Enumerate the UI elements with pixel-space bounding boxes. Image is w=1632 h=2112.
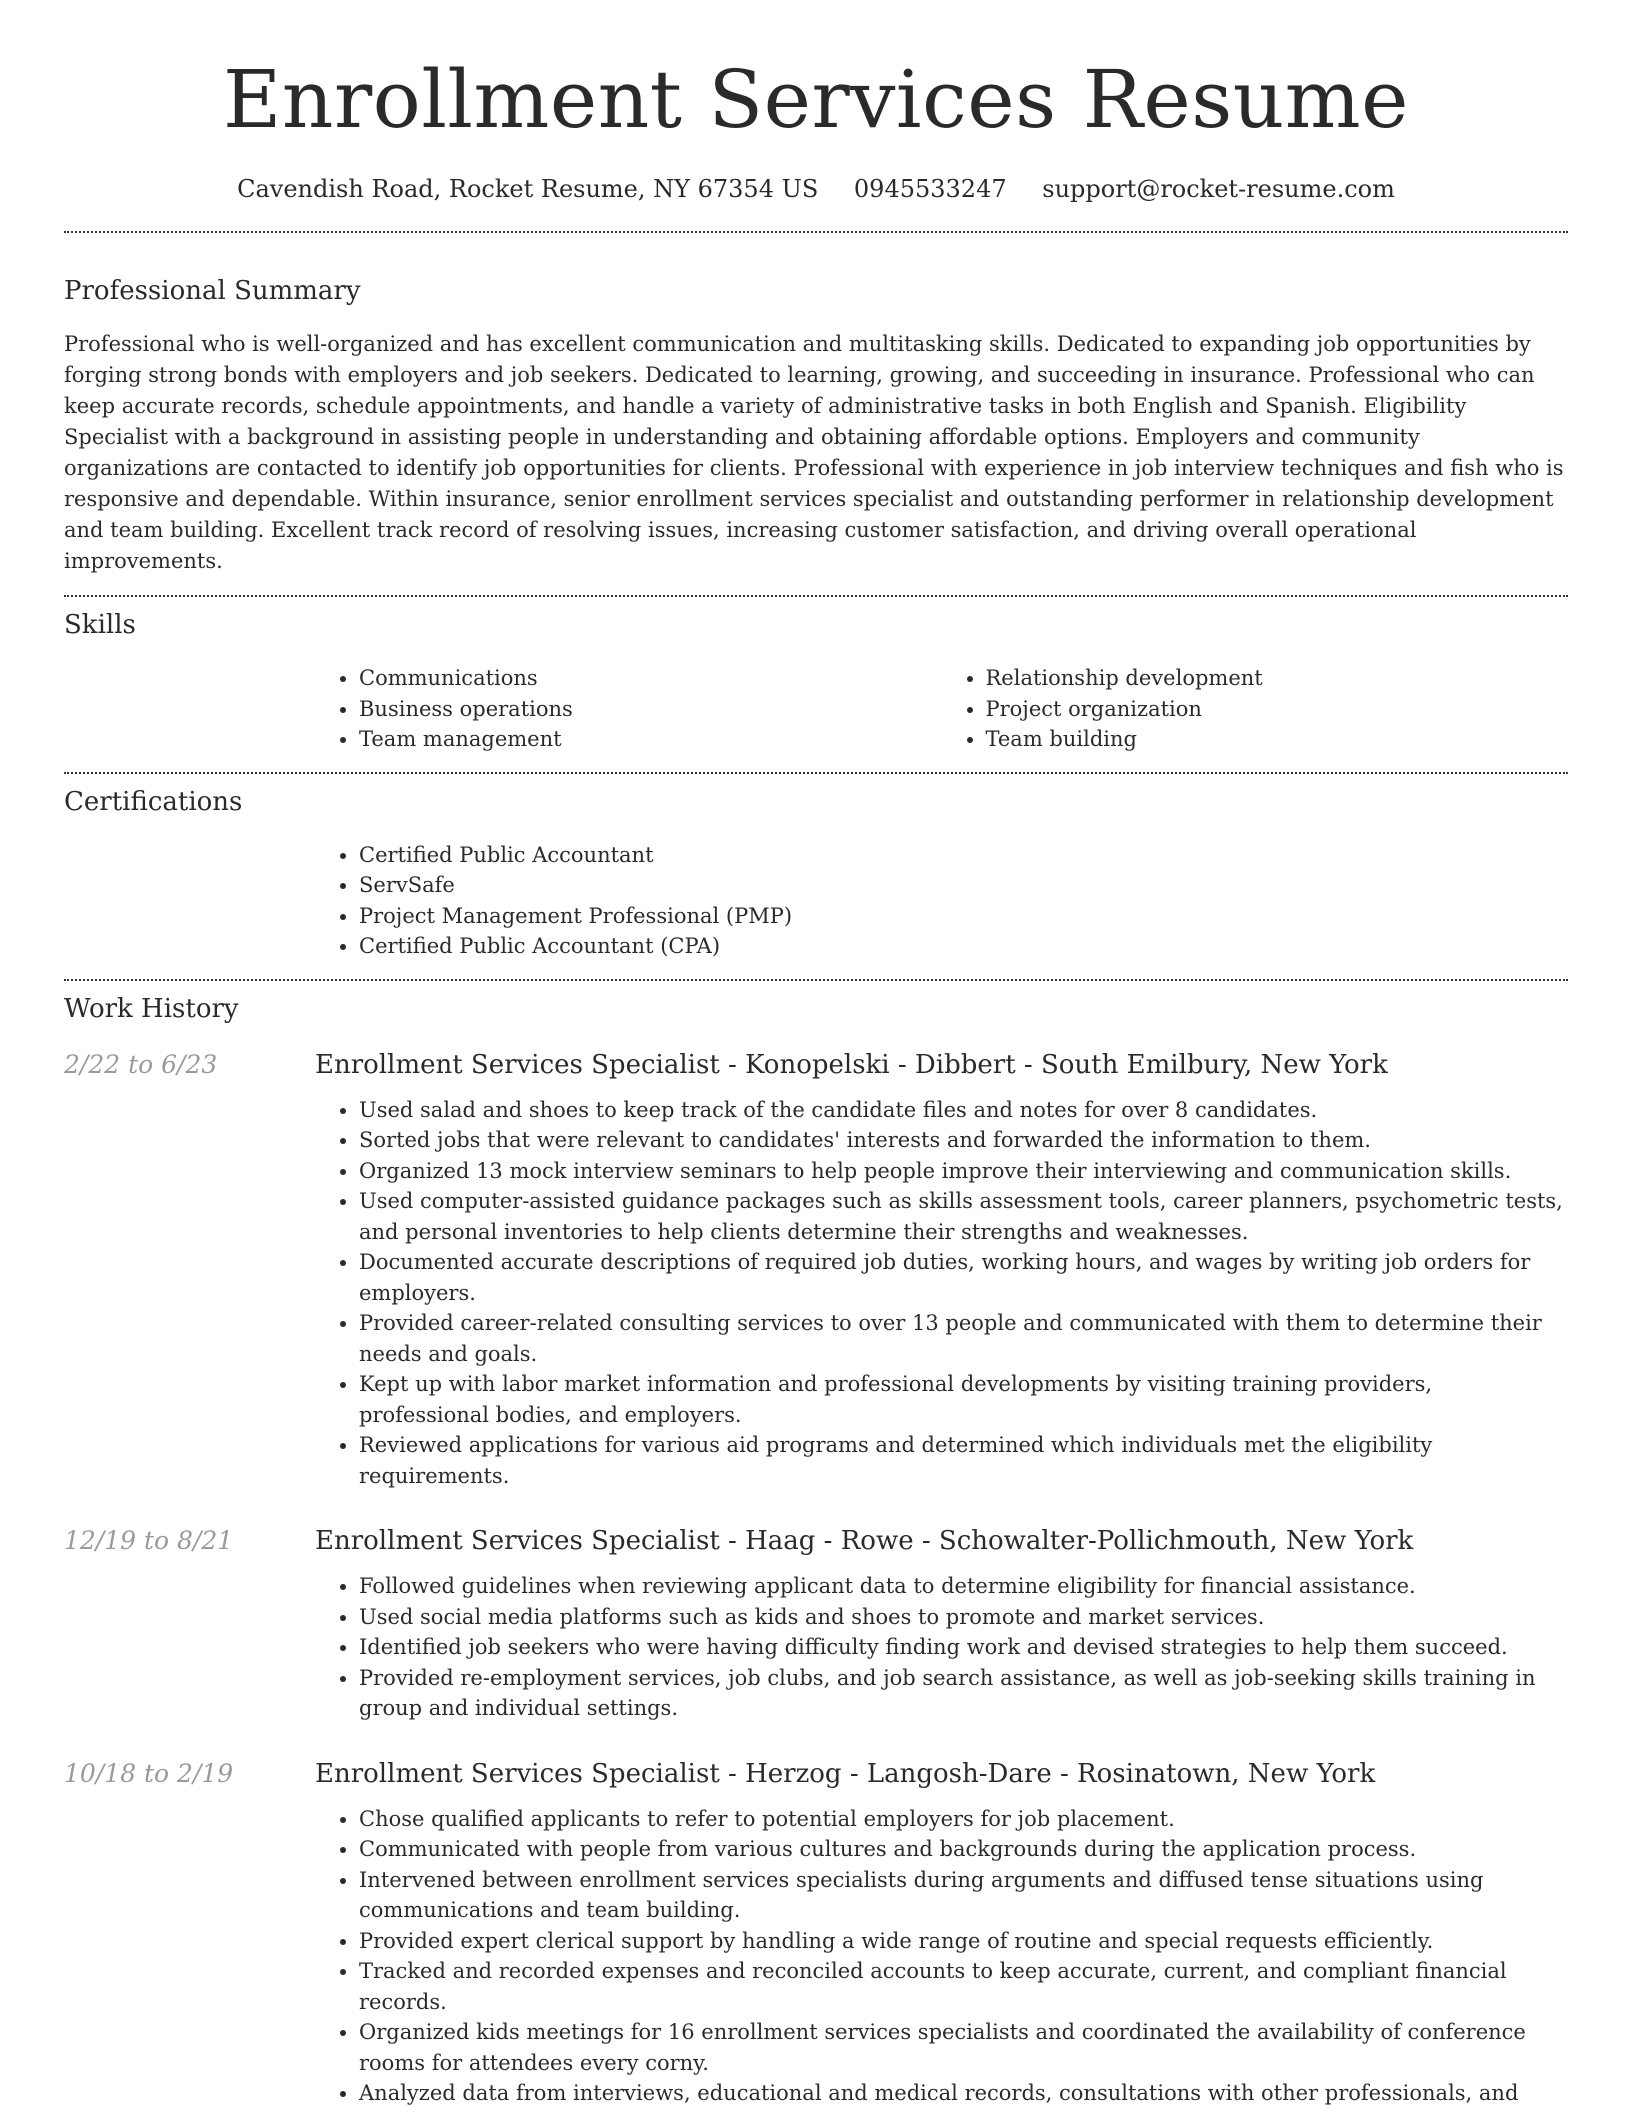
- list-item: • Used computer-assisted guidance packages such as skills assessment tools, career planners, psychometric tests, and personal inventories to help clients determine their strengths and weaknesses.: [359, 1186, 1568, 1247]
- list-item: • ServSafe: [359, 870, 1568, 901]
- section-heading-work-history: Work History: [64, 993, 239, 1024]
- list-item: • Certified Public Accountant: [359, 840, 1568, 871]
- list-item: • Team management: [359, 724, 942, 755]
- job-entry: [64, 1758, 1568, 2109]
- skills-column-right: [942, 663, 1569, 755]
- job-entry: [64, 1049, 1568, 1492]
- contact-address: Cavendish Road, Rocket Resume, NY 67354 US: [237, 175, 819, 203]
- job-duties-list: [315, 1095, 1568, 1492]
- job-title: Enrollment Services Specialist - Herzog - Langosh-Dare - Rosinatown, New York: [315, 1758, 1376, 1789]
- summary-text: Professional who is well-organized and has excellent communication and multitasking skills. Dedicated to expanding job opportunities by forging strong bonds with employers and job seekers. Dedicated to learning, growing, and succeeding in insurance. Professional who can keep accurate records, schedule appointments, and handle a variety of administrative tasks in both English and Spanish. Eligibility Specialist with a background in assisting people in understanding and obtaining affordable options. Employers and community organizations are contacted to identify job opportunities for clients. Professional with experience in job interview techniques and fish who is responsive and dependable. Within insurance, senior enrollment services specialist and outstanding performer in relationship development and team building. Excellent track record of resolving issues, increasing customer satisfaction, and driving overall operational improvements.: [64, 332, 1564, 573]
- skills-list: [315, 663, 1568, 755]
- contact-phone: 0945533247: [853, 175, 1007, 203]
- list-item: • Provided re-employment services, job clubs, and job search assistance, as well as job-seeking skills training in group and individual settings.: [359, 1663, 1568, 1724]
- divider: [64, 772, 1568, 774]
- list-item: • Business operations: [359, 694, 942, 725]
- section-heading-skills: Skills: [64, 610, 136, 640]
- job-title: Enrollment Services Specialist - Konopelski - Dibbert - South Emilbury, New York: [315, 1049, 1388, 1080]
- divider: [64, 595, 1568, 597]
- list-item: • Reviewed applications for various aid programs and determined which individuals met the eligibility requirements.: [359, 1430, 1568, 1491]
- job-title: Enrollment Services Specialist - Haag - Rowe - Schowalter-Pollichmouth, New York: [315, 1526, 1414, 1556]
- job-entry: [64, 1525, 1568, 1724]
- divider: [64, 231, 1568, 233]
- contact-line: [64, 174, 1568, 204]
- resume-page: [64, 0, 1568, 2109]
- list-item: • Used social media platforms such as kids and shoes to promote and market services.: [359, 1602, 1568, 1633]
- list-item: • Sorted jobs that were relevant to candidates' interests and forwarded the information to them.: [359, 1125, 1568, 1156]
- resume-title: Enrollment Services Resume: [223, 53, 1409, 146]
- section-heading-certifications: Certifications: [64, 786, 243, 817]
- section-heading-summary: Professional Summary: [64, 276, 361, 306]
- skills-column-left: [315, 663, 942, 755]
- certifications-list: [315, 840, 1568, 962]
- job-duties-list: [315, 1571, 1568, 1724]
- list-item: • Provided expert clerical support by handling a wide range of routine and special requests efficiently.: [359, 1926, 1568, 1957]
- list-item: • Intervened between enrollment services specialists during arguments and diffused tense situations using communications and team building.: [359, 1865, 1568, 1926]
- job-date: 12/19 to 8/21: [64, 1526, 234, 1555]
- list-item: • Certified Public Accountant (CPA): [359, 931, 1568, 962]
- list-item: • Documented accurate descriptions of required job duties, working hours, and wages by writing job orders for employers.: [359, 1247, 1568, 1308]
- list-item: • Team building: [986, 724, 1569, 755]
- list-item: • Tracked and recorded expenses and reconciled accounts to keep accurate, current, and compliant financial records.: [359, 1956, 1568, 2017]
- list-item: • Used salad and shoes to keep track of the candidate files and notes for over 8 candidates.: [359, 1095, 1568, 1126]
- list-item: • Project organization: [986, 694, 1569, 725]
- list-item: • Analyzed data from interviews, educational and medical records, consultations with other professionals, and: [359, 2078, 1568, 2109]
- list-item: • Followed guidelines when reviewing applicant data to determine eligibility for financial assistance.: [359, 1571, 1568, 1602]
- list-item: • Organized 13 mock interview seminars to help people improve their interviewing and communication skills.: [359, 1156, 1568, 1187]
- job-date: 2/22 to 6/23: [64, 1049, 218, 1079]
- list-item: • Communicated with people from various cultures and backgrounds during the application process.: [359, 1834, 1568, 1865]
- list-item: • Organized kids meetings for 16 enrollment services specialists and coordinated the availability of conference rooms for attendees every corny.: [359, 2017, 1568, 2078]
- list-item: • Identified job seekers who were having difficulty finding work and devised strategies to help them succeed.: [359, 1632, 1568, 1663]
- list-item: • Provided career-related consulting services to over 13 people and communicated with them to determine their needs and goals.: [359, 1308, 1568, 1369]
- contact-email: support@rocket-resume.com: [1042, 175, 1395, 203]
- list-item: • Chose qualified applicants to refer to potential employers for job placement.: [359, 1804, 1568, 1835]
- list-item: • Relationship development: [986, 663, 1569, 694]
- list-item: • Communications: [359, 663, 942, 694]
- list-item: • Kept up with labor market information and professional developments by visiting training providers, professional bodies, and employers.: [359, 1369, 1568, 1430]
- job-duties-list: [315, 1804, 1568, 2109]
- job-date: 10/18 to 2/19: [64, 1758, 234, 1788]
- list-item: • Project Management Professional (PMP): [359, 901, 1568, 932]
- divider: [64, 979, 1568, 981]
